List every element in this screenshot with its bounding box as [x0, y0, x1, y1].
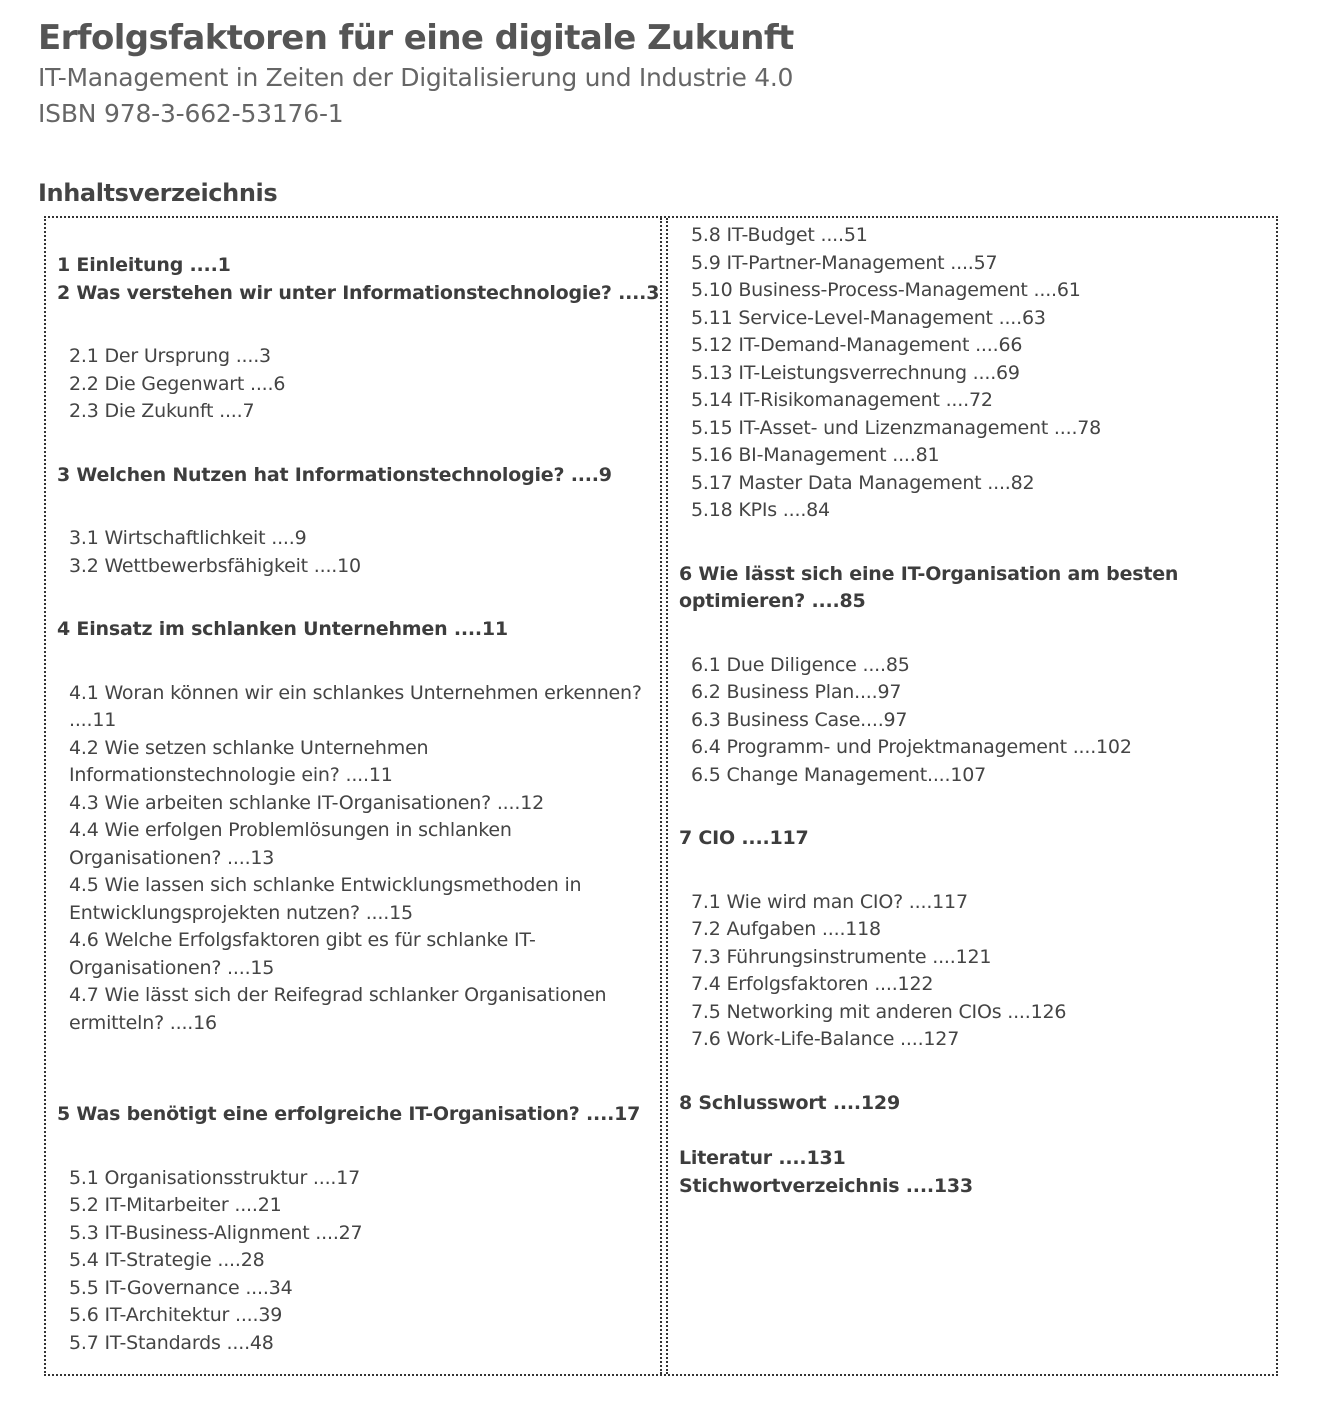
toc-chapter-entry[interactable]: 6 Wie lässt sich eine IT-Organisation am besten optimieren? ....85 — [679, 562, 1179, 612]
toc-chapter-entry[interactable]: 4 Einsatz im schlanken Unternehmen ....11 — [57, 618, 508, 640]
toc-section-entry[interactable]: 4.3 Wie arbeiten schlanke IT-Organisationen? ....12 — [69, 791, 544, 814]
toc-section-entry[interactable]: 5.10 Business-Process-Management ....61 — [691, 279, 1081, 301]
toc-section-entry[interactable]: 6.3 Business Case....97 — [691, 708, 908, 731]
toc-section-entry[interactable]: 4.4 Wie erfolgen Problemlösungen in schlanken Organisationen? ....13 — [69, 819, 512, 869]
toc-column-right — [666, 218, 1276, 1374]
toc-section-entry[interactable]: 3.2 Wettbewerbsfähigkeit ....10 — [69, 554, 361, 577]
toc-section-entry[interactable]: 7.6 Work-Life-Balance ....127 — [691, 1028, 960, 1050]
toc-section-entry[interactable]: 5.12 IT-Demand-Management ....66 — [691, 334, 1023, 356]
toc-spacer — [679, 616, 1276, 652]
toc-spacer — [679, 1117, 1276, 1145]
toc-section-entry[interactable]: 5.2 IT-Mitarbeiter ....21 — [69, 1194, 282, 1216]
toc-section-entry[interactable]: 7.3 Führungsinstrumente ....121 — [691, 945, 992, 968]
toc-spacer — [57, 307, 660, 343]
toc-spacer — [679, 853, 1276, 889]
toc-spacer — [679, 1054, 1276, 1090]
toc-section-entry[interactable]: 5.1 Organisationsstruktur ....17 — [69, 1166, 361, 1189]
toc-section-entry[interactable]: 5.13 IT-Leistungsverrechnung ....69 — [691, 361, 1020, 384]
toc-spacer — [57, 426, 660, 462]
toc-section-entry[interactable]: 7.2 Aufgaben ....118 — [691, 918, 881, 940]
toc-spacer — [57, 489, 660, 525]
toc-section-entry[interactable]: 2.2 Die Gegenwart ....6 — [69, 372, 286, 395]
toc-chapter-entry[interactable]: Stichwortverzeichnis ....133 — [679, 1174, 973, 1197]
toc-section-entry[interactable]: 5.8 IT-Budget ....51 — [691, 224, 868, 246]
toc-section-entry[interactable]: 4.7 Wie lässt sich der Reifegrad schlanker Organisationen ermitteln? ....16 — [69, 984, 607, 1034]
toc-section-entry[interactable]: 6.5 Change Management....107 — [691, 763, 987, 786]
toc-section-entry[interactable]: 5.4 IT-Strategie ....28 — [69, 1249, 265, 1271]
toc-section-entry[interactable]: 5.11 Service-Level-Management ....63 — [691, 306, 1046, 329]
toc-chapter-entry[interactable]: 3 Welchen Nutzen hat Informationstechnologie? ....9 — [57, 463, 612, 486]
toc-spacer — [679, 525, 1276, 561]
toc-section-entry[interactable]: 4.2 Wie setzen schlanke Unternehmen Informationstechnologie ein? ....11 — [69, 736, 429, 786]
toc-section-entry[interactable]: 5.3 IT-Business-Alignment ....27 — [69, 1221, 363, 1244]
book-subtitle: IT-Management in Zeiten der Digitalisierung und Industrie 4.0 — [38, 63, 794, 92]
toc-section-entry[interactable]: 5.15 IT-Asset- und Lizenzmanagement ....78 — [691, 416, 1102, 439]
toc-chapter-entry[interactable]: 5 Was benötigt eine erfolgreiche IT-Organisation? ....17 — [57, 1103, 641, 1125]
toc-column-left — [46, 218, 662, 1374]
toc-section-entry[interactable]: 7.5 Networking mit anderen CIOs ....126 — [691, 1000, 1067, 1023]
toc-section-entry[interactable]: 6.4 Programm- und Projektmanagement ....102 — [691, 736, 1132, 758]
toc-section-entry[interactable]: 5.5 IT-Governance ....34 — [69, 1276, 293, 1299]
toc-chapter-entry[interactable]: Literatur ....131 — [679, 1147, 846, 1169]
toc-spacer — [679, 789, 1276, 825]
toc-spacer — [57, 1129, 660, 1165]
toc-section-entry[interactable]: 7.4 Erfolgsfaktoren ....122 — [691, 973, 934, 995]
book-title: Erfolgsfaktoren für eine digitale Zukunft — [38, 18, 794, 58]
toc-chapter-entry[interactable]: 7 CIO ....117 — [679, 827, 809, 849]
toc-section-entry[interactable]: 4.6 Welche Erfolgsfaktoren gibt es für schlanke IT-Organisationen? ....15 — [69, 929, 536, 979]
toc-heading: Inhaltsverzeichnis — [38, 179, 278, 207]
toc-section-entry[interactable]: 4.5 Wie lassen sich schlanke Entwicklungsmethoden in Entwicklungsprojekten nutzen? ....15 — [69, 874, 582, 924]
toc-section-entry[interactable]: 5.7 IT-Standards ....48 — [69, 1331, 274, 1354]
toc-section-entry[interactable]: 5.16 BI-Management ....81 — [691, 444, 940, 466]
toc-spacer — [57, 644, 660, 680]
toc-section-entry[interactable]: 6.2 Business Plan....97 — [691, 681, 902, 703]
toc-section-entry[interactable]: 7.1 Wie wird man CIO? ....117 — [691, 890, 968, 913]
toc-chapter-entry[interactable]: 2 Was verstehen wir unter Informationstechnologie? ....3 — [57, 281, 660, 304]
toc-section-entry[interactable]: 5.17 Master Data Management ....82 — [691, 471, 1035, 494]
toc-chapter-entry[interactable]: 8 Schlusswort ....129 — [679, 1091, 900, 1114]
toc-section-entry[interactable]: 5.6 IT-Architektur ....39 — [69, 1304, 283, 1326]
toc-section-entry[interactable]: 5.14 IT-Risikomanagement ....72 — [691, 389, 993, 411]
toc-section-entry[interactable]: 5.18 KPIs ....84 — [691, 499, 830, 521]
toc-section-entry[interactable]: 2.1 Der Ursprung ....3 — [69, 345, 271, 367]
toc-chapter-entry[interactable]: 1 Einleitung ....1 — [57, 254, 231, 276]
toc-spacer — [57, 580, 660, 616]
toc-section-entry[interactable]: 6.1 Due Diligence ....85 — [691, 653, 910, 676]
toc-section-entry[interactable]: 4.1 Woran können wir ein schlankes Unternehmen erkennen? ....11 — [69, 681, 642, 731]
toc-section-entry[interactable]: 3.1 Wirtschaftlichkeit ....9 — [69, 527, 307, 549]
toc-section-entry[interactable]: 2.3 Die Zukunft ....7 — [69, 400, 255, 422]
toc-spacer — [57, 1037, 660, 1101]
toc-table — [44, 216, 1278, 1376]
toc-section-entry[interactable]: 5.9 IT-Partner-Management ....57 — [691, 251, 998, 274]
book-isbn: ISBN 978-3-662-53176-1 — [38, 99, 344, 128]
